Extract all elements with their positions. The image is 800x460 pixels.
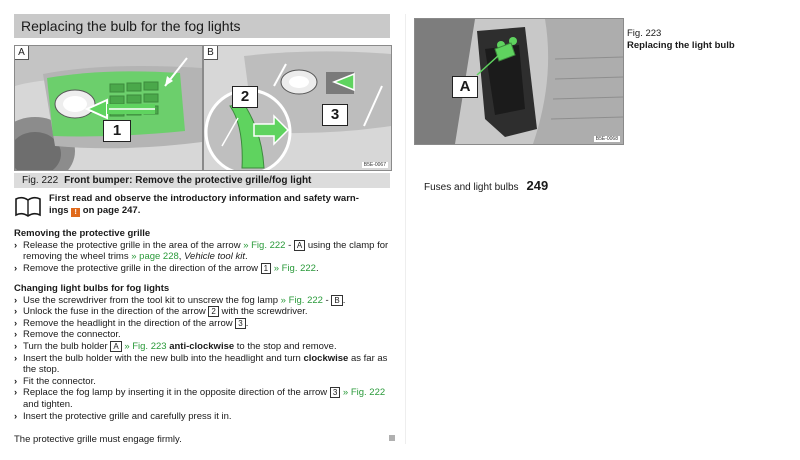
figure-number: Fig. 222	[22, 175, 59, 186]
notice-text: First read and observe the introductory information and safety warn-	[49, 193, 359, 204]
callout-ref-a: A	[110, 341, 121, 352]
warning-icon: !	[71, 208, 80, 217]
bulb-holder-illustration	[415, 19, 623, 144]
list-item: › Remove the connector.	[14, 329, 121, 341]
callout-1: 1	[103, 120, 131, 142]
callout-a: A	[452, 76, 478, 98]
callout-ref-2: 2	[208, 306, 218, 317]
callout-2: 2	[232, 86, 258, 108]
figure-code: B5E-0068	[595, 136, 618, 142]
fig-link[interactable]: » Fig. 222	[273, 262, 316, 274]
list-item: › Release the protective grille in the area of the arrow » Fig. 222 - A using the clamp for removing the wheel trims » page 228, Vehicle tool kit.	[14, 239, 389, 263]
footer-section: Fuses and light bulbs	[424, 182, 519, 193]
list-item: › Fit the connector.	[14, 375, 96, 387]
page-link[interactable]: » page 228	[131, 251, 179, 263]
callout-ref-3: 3	[330, 387, 340, 398]
callout-3: 3	[322, 104, 348, 126]
figure-222-panel-b	[203, 45, 392, 171]
fog-light-illustration-a	[15, 46, 202, 170]
list-item: › Turn the bulb holder A » Fig. 223 anti-clockwise to the stop and remove.	[14, 340, 337, 352]
fig-link[interactable]: » Fig. 222	[243, 239, 286, 251]
list-item: › Remove the protective grille in the direction of the arrow 1 » Fig. 222.	[14, 262, 319, 274]
callout-ref-1: 1	[261, 263, 271, 274]
panel-letter-a: A	[15, 46, 29, 60]
notice-text-2: ings	[49, 205, 69, 216]
list-item: › Insert the protective grille and carefully press it in.	[14, 410, 232, 422]
figure-222-panel-a	[14, 45, 203, 171]
list-item: › Use the screwdriver from the tool kit to unscrew the fog lamp » Fig. 222 - B .	[14, 294, 346, 306]
fig-link[interactable]: » Fig. 222	[280, 294, 323, 306]
page-footer	[424, 178, 548, 193]
fig-link[interactable]: » Fig. 223	[124, 340, 167, 352]
callout-ref-3: 3	[235, 318, 245, 329]
section-title: Replacing the bulb for the fog lights	[21, 18, 241, 34]
page-number: 249	[526, 178, 549, 193]
removing-title: Removing the protective grille	[14, 228, 151, 239]
figure-code: B5E-0067	[363, 162, 386, 168]
panel-letter-b: B	[204, 46, 218, 60]
list-item: › Unlock the fuse in the direction of the arrow 2 with the screwdriver.	[14, 306, 308, 318]
direction-text: clockwise	[303, 352, 349, 364]
book-icon	[14, 195, 42, 217]
section-header	[14, 14, 390, 38]
list-item: › Insert the bulb holder with the new bulb into the headlight and turn clockwise as far as the stop.	[14, 352, 388, 376]
direction-text: anti-clockwise	[169, 340, 235, 352]
callout-ref-b: B	[331, 295, 342, 306]
figure-caption-text: Front bumper: Remove the protective grille/fog light	[64, 175, 312, 186]
fig-link[interactable]: » Fig. 222	[342, 387, 386, 399]
changing-section	[14, 283, 394, 422]
end-marker	[389, 435, 395, 441]
removing-section	[14, 228, 394, 274]
callout-ref-a: A	[294, 240, 305, 251]
closing-note: The protective grille must engage firmly.	[14, 434, 182, 445]
figure-223	[414, 18, 624, 145]
figure-222-caption	[14, 173, 390, 188]
figure-223-number: Fig. 223	[627, 28, 662, 39]
changing-title: Changing light bulbs for fog lights	[14, 283, 170, 294]
fog-light-illustration-b	[204, 46, 391, 170]
tool-kit-ref: Vehicle tool kit	[184, 251, 245, 263]
notice-page-ref: on page 247.	[80, 205, 141, 216]
column-divider	[405, 14, 406, 444]
figure-223-caption-text: Replacing the light bulb	[627, 40, 735, 51]
list-item: › Remove the headlight in the direction of the arrow 3 .	[14, 317, 249, 329]
list-item: › Replace the fog lamp by inserting it in the opposite direction of the arrow 3 » Fig. 222 and tighten.	[14, 387, 386, 410]
